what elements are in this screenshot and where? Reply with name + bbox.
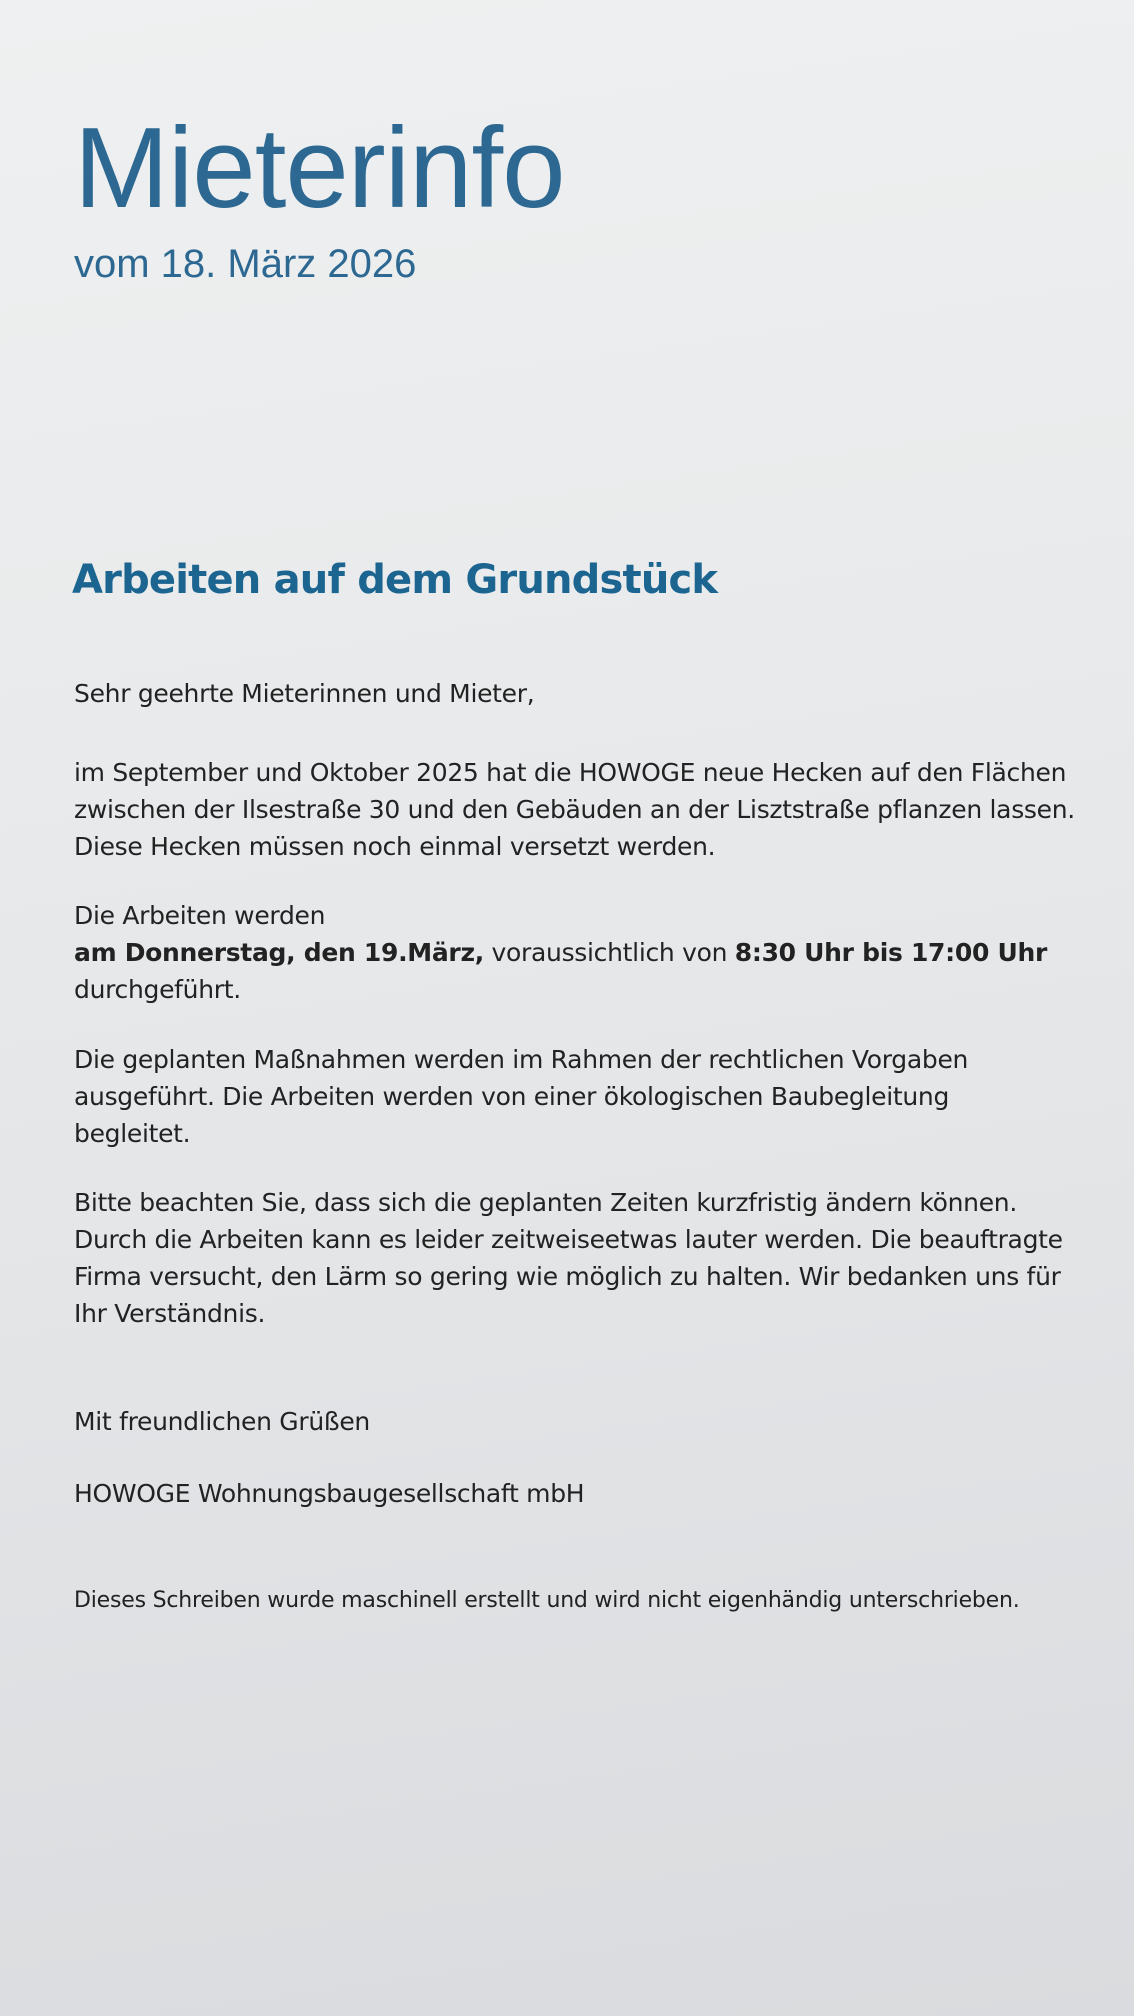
paragraph-notice [74,1184,1064,1332]
closing: Mit freundlichen Grüßen [74,1407,370,1436]
paragraph-regulations [74,1041,1064,1152]
letter-heading: Arbeiten auf dem Grundstück [72,557,718,603]
work-time: 8:30 Uhr bis 17:00 Uhr [734,938,1047,967]
schedule-line [74,934,1064,971]
paragraph-line: Durch die Arbeiten kann es leider zeitweiseetwas lauter werden. Die beauftragte [74,1225,1063,1254]
sender-company: HOWOGE Wohnungsbaugesellschaft mbH [74,1479,585,1508]
salutation: Sehr geehrte Mieterinnen und Mieter, [74,679,535,708]
paragraph-line: Bitte beachten Sie, dass sich die geplanten Zeiten kurzfristig ändern können. [74,1188,1017,1217]
paragraph-line: im September und Oktober 2025 hat die HOWOGE neue Hecken auf den Flächen [74,758,1067,787]
schedule-connector: voraussichtlich von [483,938,735,967]
paragraph-line: Ihr Verständnis. [74,1299,266,1328]
paragraph-planting [74,754,1075,865]
document-date: vom 18. März 2026 [74,242,417,286]
work-date: am Donnerstag, den 19.März, [74,938,484,967]
paragraph-line: Diese Hecken müssen noch einmal versetzt werden. [74,832,716,861]
machine-generated-note: Dieses Schreiben wurde maschinell erstellt und wird nicht eigenhändig unterschrieben. [74,1588,1020,1613]
paragraph-line: ausgeführt. Die Arbeiten werden von einer ökologischen Baubegleitung [74,1082,950,1111]
paragraph-line: durchgeführt. [74,975,241,1004]
paragraph-line: Firma versucht, den Lärm so gering wie möglich zu halten. Wir bedanken uns für [74,1262,1061,1291]
paragraph-line: Die geplanten Maßnahmen werden im Rahmen der rechtlichen Vorgaben [74,1045,969,1074]
paragraph-line: begleitet. [74,1119,191,1148]
paragraph-line: zwischen der Ilsestraße 30 und den Gebäuden an der Lisztstraße pflanzen lassen. [74,795,1075,824]
paragraph-schedule [74,897,1064,1008]
paragraph-line: Die Arbeiten werden [74,901,326,930]
document-title: Mieterinfo [74,105,565,232]
